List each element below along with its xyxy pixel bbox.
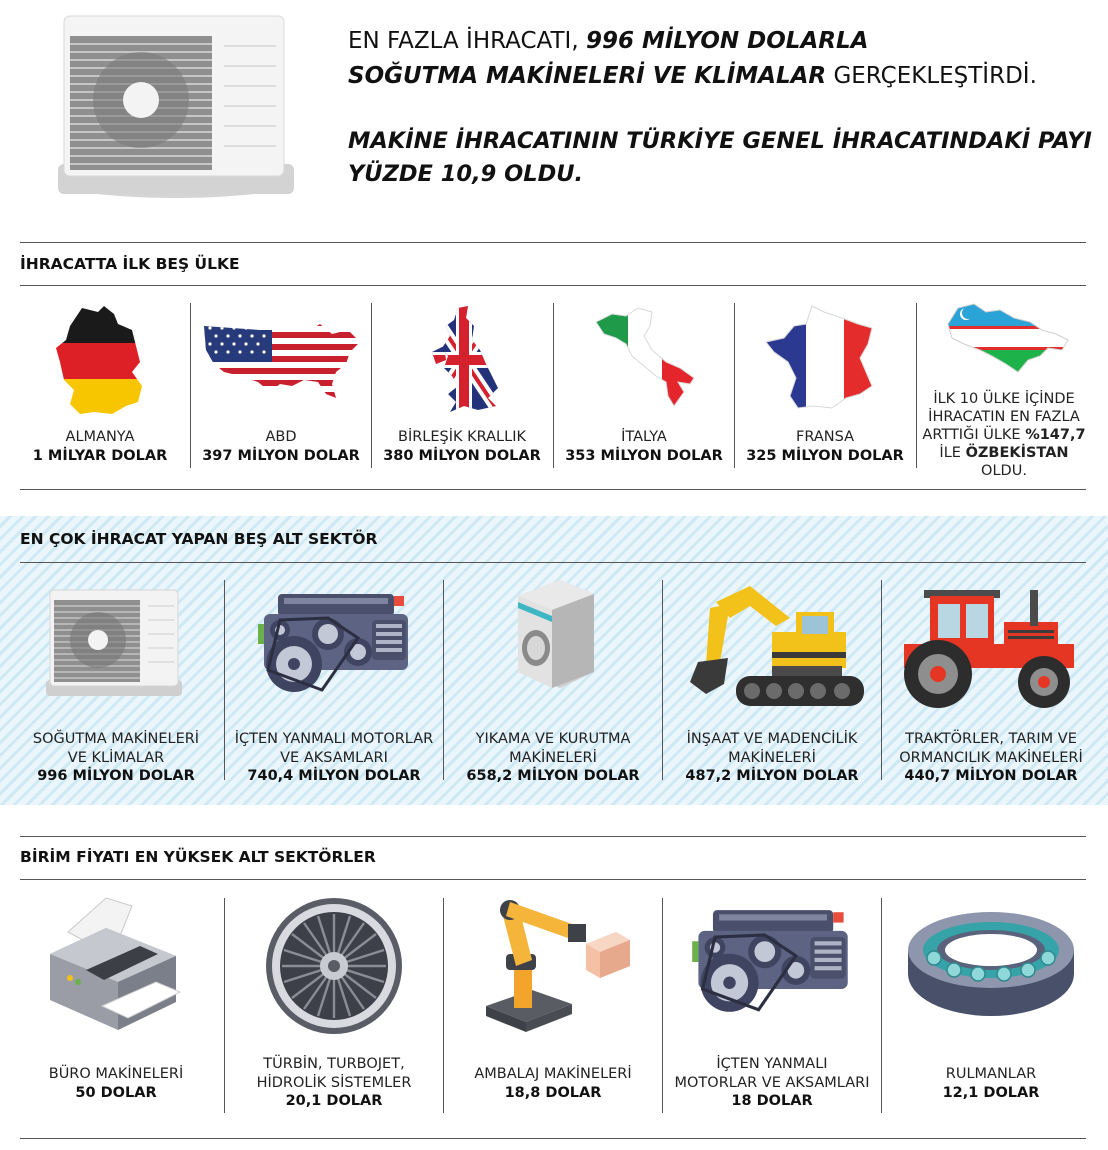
sector-line-1: SOĞUTMA MAKİNELERİ: [32, 731, 200, 747]
engine-icon: [254, 590, 414, 698]
divider: [881, 898, 882, 1113]
rule: [20, 242, 1086, 243]
note-line-3: [918, 426, 1090, 444]
rule: [20, 1138, 1086, 1139]
divider: [662, 580, 663, 780]
divider: [916, 303, 917, 468]
unit-line-2: MOTORLAR VE AKSAMLARI: [674, 1074, 870, 1091]
rule: [20, 489, 1086, 490]
country-name: ABD: [265, 429, 297, 445]
unit-value: 50 DOLAR: [75, 1084, 157, 1101]
sector-value: 658,2 MİLYON DOLAR: [466, 768, 640, 784]
unit-value: 18 DOLAR: [731, 1093, 813, 1109]
note-line-4-end: OLDU.: [981, 463, 1027, 479]
uzbekistan-note: [918, 390, 1090, 480]
germany-map-icon: [52, 306, 148, 416]
country-value: 380 MİLYON DOLAR: [383, 447, 541, 464]
section-title-countries: İHRACATTA İLK BEŞ ÜLKE: [20, 255, 240, 273]
unit-card-turbine: [228, 1055, 440, 1111]
france-map-icon: [762, 302, 888, 418]
country-value: 397 MİLYON DOLAR: [202, 447, 360, 464]
unit-line-1: AMBALAJ MAKİNELERİ: [474, 1066, 632, 1082]
divider: [443, 898, 444, 1113]
country-name: ALMANYA: [65, 429, 135, 445]
unit-card-office: [20, 1065, 212, 1102]
divider: [371, 303, 372, 468]
country-name: İTALYA: [621, 429, 667, 445]
sector-card-cooling: [20, 730, 212, 786]
country-name: FRANSA: [796, 429, 854, 445]
sector-line-1: İNŞAAT VE MADENCİLİK: [686, 731, 858, 747]
unit-value: 20,1 DOLAR: [285, 1093, 383, 1109]
tractor-icon: [894, 582, 1078, 710]
excavator-icon: [680, 578, 866, 712]
sector-card-washing: [447, 730, 659, 786]
note-line-3-text: ARTTIĞI ÜLKE: [922, 427, 1026, 443]
country-value: 353 MİLYON DOLAR: [565, 447, 723, 464]
sector-value: 996 MİLYON DOLAR: [37, 768, 195, 784]
sector-line-2: MAKİNELERİ: [728, 749, 816, 766]
country-card-italy: [562, 428, 726, 465]
sector-value: 740,4 MİLYON DOLAR: [247, 768, 421, 784]
unit-card-engines: [666, 1055, 878, 1111]
country-card-usa: [200, 428, 362, 465]
sector-line-2: ORMANCILIK MAKİNELERİ: [899, 749, 1083, 766]
country-card-france: [743, 428, 907, 465]
unit-line-2: HİDROLİK SİSTEMLER: [256, 1074, 412, 1091]
sector-value: 440,7 MİLYON DOLAR: [904, 768, 1078, 784]
turbine-icon: [264, 896, 404, 1036]
country-card-germany: [20, 428, 180, 465]
section-title-sectors: EN ÇOK İHRACAT YAPAN BEŞ ALT SEKTÖR: [20, 530, 378, 548]
headline-line-4: YÜZDE 10,9 OLDU.: [348, 161, 584, 187]
sector-line-1: TRAKTÖRLER, TARIM VE: [905, 731, 1077, 747]
air-conditioner-icon: [56, 14, 296, 200]
divider: [881, 580, 882, 780]
note-line-1: İLK 10 ÜLKE İÇİNDE: [933, 391, 1075, 407]
sector-value: 487,2 MİLYON DOLAR: [685, 768, 859, 784]
bearing-icon: [906, 910, 1076, 1018]
sector-card-engines: [228, 730, 440, 786]
divider: [224, 898, 225, 1113]
uzbekistan-map-icon: [944, 300, 1070, 376]
sector-card-tractors: [885, 730, 1097, 786]
unit-line-1: İÇTEN YANMALI: [716, 1056, 828, 1072]
washing-machine-icon: [508, 576, 598, 690]
unit-value: 18,8 DOLAR: [504, 1084, 602, 1101]
section-title-unit-price: BİRİM FİYATI EN YÜKSEK ALT SEKTÖRLER: [20, 848, 376, 866]
headline-1-bold: 996 MİLYON DOLARLA: [585, 28, 869, 54]
unit-card-bearings: [885, 1065, 1097, 1102]
divider: [553, 303, 554, 468]
italy-map-icon: [590, 306, 700, 416]
note-line-4-text: İLE: [939, 445, 966, 461]
unit-card-packaging: [447, 1065, 659, 1102]
country-value: 1 MİLYAR DOLAR: [32, 447, 168, 464]
sector-line-2: MAKİNELERİ: [509, 749, 597, 766]
air-conditioner-icon: [44, 588, 184, 700]
unit-value: 12,1 DOLAR: [942, 1084, 1040, 1101]
rule: [20, 562, 1086, 563]
sector-line-1: YIKAMA VE KURUTMA: [475, 731, 631, 747]
headline-line-2: [348, 59, 1037, 93]
divider: [443, 580, 444, 780]
sector-line-1: İÇTEN YANMALI MOTORLAR: [234, 731, 434, 747]
divider: [224, 580, 225, 780]
country-value: 325 MİLYON DOLAR: [746, 447, 904, 464]
rule: [20, 836, 1086, 837]
note-line-4: [918, 444, 1090, 480]
divider: [662, 898, 663, 1113]
divider: [190, 303, 191, 468]
unit-line-1: BÜRO MAKİNELERİ: [48, 1066, 184, 1082]
sector-line-2: VE KLİMALAR: [67, 749, 165, 766]
divider: [734, 303, 735, 468]
engine-icon: [688, 906, 854, 1018]
unit-line-1: RULMANLAR: [945, 1066, 1037, 1082]
sector-line-2: VE AKSAMLARI: [280, 749, 388, 766]
headline-line-3: MAKİNE İHRACATININ TÜRKİYE GENEL İHRACATINDAKİ PAYI: [348, 128, 1092, 154]
note-line-2: İHRACATIN EN FAZLA: [928, 409, 1080, 425]
note-line-3-value: %147,7: [1025, 427, 1086, 443]
unit-line-1: TÜRBİN, TURBOJET,: [263, 1056, 405, 1072]
headline-1-normal: EN FAZLA İHRACATI,: [348, 28, 586, 54]
rule: [20, 879, 1086, 880]
rule: [20, 285, 1086, 286]
headline-2-normal: GERÇEKLEŞTİRDİ.: [826, 63, 1037, 89]
robot-arm-icon: [480, 894, 632, 1034]
uk-map-icon: [428, 306, 500, 414]
note-line-4-country: ÖZBEKİSTAN: [965, 445, 1069, 461]
headline-2-bold: SOĞUTMA MAKİNELERİ VE KLİMALAR: [348, 63, 827, 89]
printer-icon: [46, 894, 182, 1036]
country-name: BİRLEŞİK KRALLIK: [398, 429, 526, 445]
country-card-uk: [380, 428, 544, 465]
usa-map-icon: [200, 320, 362, 400]
headline-line-1: [348, 24, 868, 58]
sector-card-construction: [666, 730, 878, 786]
